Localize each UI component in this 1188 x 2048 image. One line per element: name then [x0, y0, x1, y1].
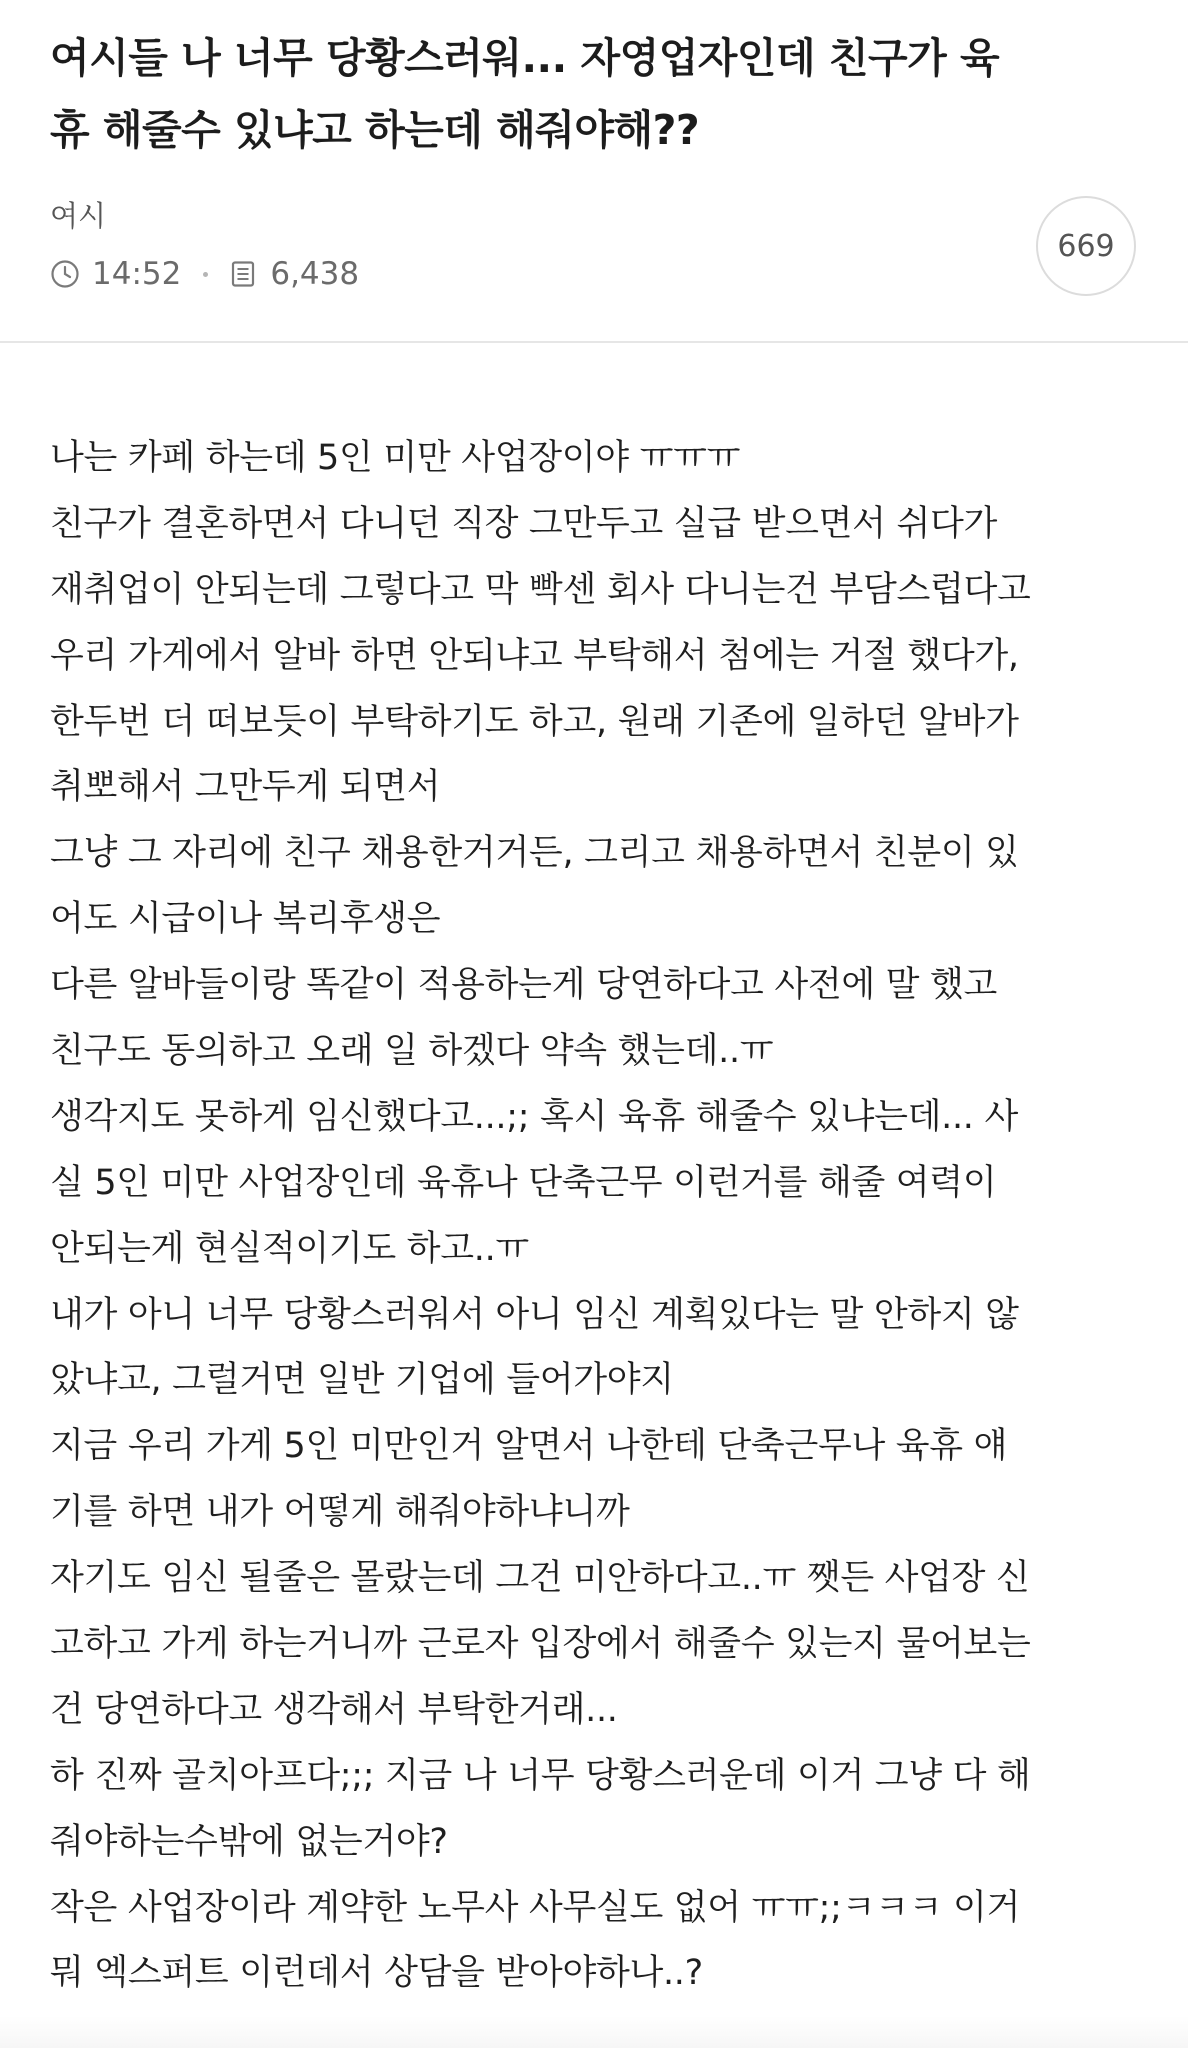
post-title-line: 여시들 나 너무 당황스러워... 자영업자인데 친구가 육: [50, 34, 1000, 82]
body-line: 생각지도 못하게 임신했다고...;; 혹시 육휴 해줄수 있냐는데... 사: [50, 1096, 1018, 1137]
author-name[interactable]: 여시: [50, 199, 107, 233]
body-line: 안되는게 현실적이기도 하고..ㅠ: [50, 1228, 529, 1269]
body-line: 고하고 가게 하는거니까 근로자 입장에서 해줄수 있는지 물어보는: [50, 1624, 1031, 1665]
body-line: 내가 아니 너무 당황스러워서 아니 임신 계획있다는 말 안하지 않: [50, 1294, 1019, 1335]
body-line: 기를 하면 내가 어떻게 해줘야하냐니까: [50, 1492, 630, 1533]
meta-separator: [203, 272, 208, 277]
body-line: 실 5인 미만 사업장인데 육휴나 단축근무 이런거를 해줄 여력이: [50, 1162, 997, 1203]
post-title: [50, 22, 1140, 166]
body-line: 다른 알바들이랑 똑같이 적용하는게 당연하다고 사전에 말 했고: [50, 965, 998, 1006]
post-body: [50, 426, 1150, 2007]
body-line: 어도 시급이나 복리후생은: [50, 899, 441, 940]
clock-icon: [50, 259, 80, 289]
post-meta: [50, 256, 359, 292]
body-line: 건 당연하다고 생각해서 부탁한거래...: [50, 1689, 618, 1730]
body-line: 작은 사업장이라 계약한 노무사 사무실도 없어 ㅠㅠ;;ㅋㅋㅋ 이거: [50, 1887, 1021, 1928]
body-line: 았냐고, 그럴거면 일반 기업에 들어가야지: [50, 1360, 674, 1401]
comment-count-button[interactable]: 669: [1036, 196, 1136, 296]
body-line: 한두번 더 떠보듯이 부탁하기도 하고, 원래 기존에 일하던 알바가: [50, 701, 1019, 742]
view-count: 6,438: [270, 256, 360, 292]
post-header: [0, 0, 1188, 342]
body-line: 뭐 엑스퍼트 이런데서 상담을 받아야하나..?: [50, 1953, 703, 1994]
body-line: 그냥 그 자리에 친구 채용한거거든, 그리고 채용하면서 친분이 있: [50, 833, 1019, 874]
body-line: 지금 우리 가게 5인 미만인거 알면서 나한테 단축근무나 육휴 얘: [50, 1426, 1008, 1467]
body-line: 나는 카페 하는데 5인 미만 사업장이야 ㅠㅠㅠ: [50, 438, 741, 478]
post-title-line: 휴 해줄수 있냐고 하는데 해줘야해??: [50, 106, 700, 154]
header-divider: [0, 341, 1188, 343]
body-line: 하 진짜 골치아프다;;; 지금 나 너무 당황스러운데 이거 그냥 다 해: [50, 1755, 1031, 1796]
body-line: 우리 가게에서 알바 하면 안되냐고 부탁해서 첨에는 거절 했다가,: [50, 635, 1019, 676]
body-line: 재취업이 안되는데 그렇다고 막 빡센 회사 다니는건 부담스럽다고: [50, 569, 1031, 610]
bottom-fade: [0, 2016, 1188, 2048]
post-time: 14:52: [92, 256, 182, 292]
body-line: 친구가 결혼하면서 다니던 직장 그만두고 실급 받으면서 쉬다가: [50, 503, 998, 544]
body-line: 취뽀해서 그만두게 되면서: [50, 767, 441, 808]
body-line: 친구도 동의하고 오래 일 하겠다 약속 했는데..ㅠ: [50, 1031, 774, 1072]
body-line: 줘야하는수밖에 없는거야?: [50, 1821, 448, 1862]
body-line: 자기도 임신 될줄은 몰랐는데 그건 미안하다고..ㅠ 쨋든 사업장 신: [50, 1558, 1030, 1599]
document-icon: [228, 259, 258, 289]
